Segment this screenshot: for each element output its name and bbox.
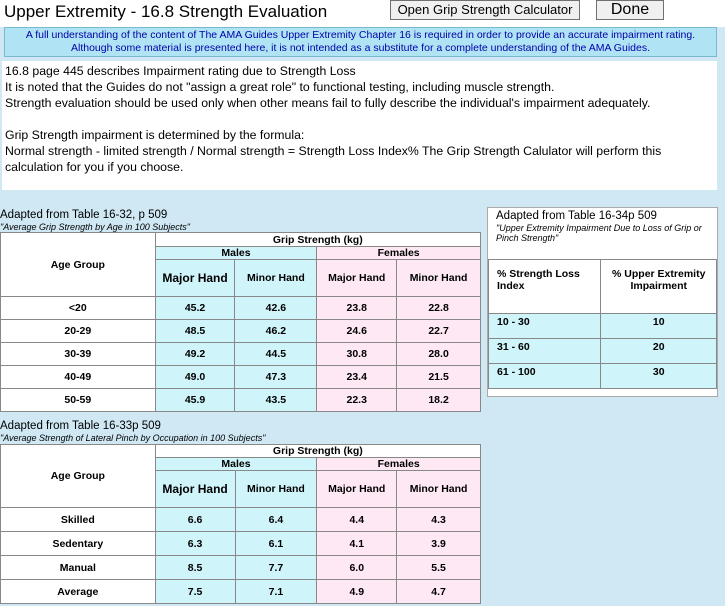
table-row (489, 364, 717, 389)
table-cell: 6.3 (155, 532, 235, 556)
table3-impairment: 20 (601, 339, 717, 364)
table-row (1, 343, 481, 366)
description-text (2, 61, 717, 190)
table2-females-header: Females (317, 458, 481, 471)
table-cell: 7.1 (235, 580, 317, 604)
table-cell: 24.6 (317, 320, 397, 343)
table3-impairment: 30 (601, 364, 717, 389)
table-cell: 22.7 (397, 320, 481, 343)
table-cell: 4.7 (397, 580, 481, 604)
disclaimer-notice (4, 27, 717, 57)
table1-super-header: Grip Strength (kg) (155, 233, 480, 247)
table-cell: 6.4 (235, 508, 317, 532)
table-cell: 21.5 (397, 366, 481, 389)
table-cell: 6.0 (317, 556, 397, 580)
table-cell: 23.4 (317, 366, 397, 389)
desc-line-4: Grip Strength impairment is determined by the formula: (5, 128, 305, 142)
table-cell: 5.5 (397, 556, 481, 580)
table-cell: 22.8 (397, 297, 481, 320)
table2-row-header: Age Group (1, 445, 156, 508)
table3-range: 31 - 60 (489, 339, 601, 364)
strength-loss-impairment-panel (487, 207, 718, 397)
desc-line-3: Strength evaluation should be used only when other means fail to fully describe the individual's impairment adequately. (5, 96, 651, 110)
table-row (1, 580, 481, 604)
table-cell: 4.3 (397, 508, 481, 532)
table3-caption: Adapted from Table 16-34p 509 (496, 210, 657, 222)
table-row (1, 556, 481, 580)
table-cell: 30.8 (317, 343, 397, 366)
table-cell: 28.0 (397, 343, 481, 366)
table1-row-label: 40-49 (1, 366, 156, 389)
table1-subtitle: "Average Grip Strength by Age in 100 Subjects" (0, 222, 191, 232)
table-cell: 45.2 (155, 297, 235, 320)
done-button[interactable]: Done (596, 0, 664, 20)
table2-col-header: Minor Hand (235, 471, 317, 508)
table2-caption: Adapted from Table 16-33p 509 (0, 420, 161, 432)
table-row (1, 532, 481, 556)
table1-col-header: Major Hand (317, 260, 397, 297)
table-cell: 7.5 (155, 580, 235, 604)
table-cell: 18.2 (397, 389, 481, 412)
table-cell: 48.5 (155, 320, 235, 343)
desc-line-5: Normal strength - limited strength / Normal strength = Strength Loss Index% The Grip Strength Calulator will perform this calculation for you if you choose. (5, 144, 662, 174)
table1-row-label: 20-29 (1, 320, 156, 343)
lateral-pinch-by-occupation-table (0, 444, 481, 604)
disclaimer-line-1: A full understanding of the content of The AMA Guides Upper Extremity Chapter 16 is required in order to provide an accurate impairment rating. (25, 29, 696, 41)
table-row (1, 297, 481, 320)
table-cell: 46.2 (235, 320, 317, 343)
table3-range: 61 - 100 (489, 364, 601, 389)
table3-subtitle: "Upper Extremity Impairment Due to Loss of Grip or Pinch Strength" (496, 223, 702, 243)
table1-row-label: 50-59 (1, 389, 156, 412)
table2-super-header: Grip Strength (kg) (155, 445, 480, 458)
table-cell: 23.8 (317, 297, 397, 320)
desc-line-1: 16.8 page 445 describes Impairment rating due to Strength Loss (5, 64, 356, 78)
table-row (1, 508, 481, 532)
table1-row-header: Age Group (1, 233, 156, 297)
table2-col-header: Major Hand (155, 471, 235, 508)
table-row (1, 366, 481, 389)
table-cell: 6.1 (235, 532, 317, 556)
table1-caption: Adapted from Table 16-32, p 509 (0, 209, 168, 221)
table-cell: 4.4 (317, 508, 397, 532)
table-cell: 22.3 (317, 389, 397, 412)
table3-range: 10 - 30 (489, 314, 601, 339)
table-row (489, 314, 717, 339)
table1-col-header: Minor Hand (397, 260, 481, 297)
table2-col-header: Minor Hand (397, 471, 481, 508)
disclaimer-line-2: Although some material is presented here, it is not intended as a substitute for a complete understanding of the AMA Guides. (70, 42, 650, 54)
table-cell: 43.5 (235, 389, 317, 412)
table2-row-label: Manual (1, 556, 156, 580)
header-bar (0, 0, 725, 27)
table2-males-header: Males (155, 458, 317, 471)
table1-row-label: <20 (1, 297, 156, 320)
table2-subtitle: "Average Strength of Lateral Pinch by Occupation in 100 Subjects" (0, 433, 266, 443)
table2-row-label: Skilled (1, 508, 156, 532)
page-title: Upper Extremity - 16.8 Strength Evaluation (4, 2, 328, 21)
table-cell: 8.5 (155, 556, 235, 580)
table2-row-label: Average (1, 580, 156, 604)
table-row (1, 320, 481, 343)
strength-loss-impairment-table (488, 259, 717, 389)
table-cell: 4.9 (317, 580, 397, 604)
table-row (1, 389, 481, 412)
table1-females-header: Females (317, 247, 481, 260)
desc-line-2: It is noted that the Guides do not "assign a great role" to functional testing, including muscle strength. (5, 80, 555, 94)
table-cell: 6.6 (155, 508, 235, 532)
desc-spacer (5, 111, 714, 127)
table-cell: 4.1 (317, 532, 397, 556)
table1-col-header: Minor Hand (235, 260, 317, 297)
table3-col2-header: % Upper Extremity Impairment (601, 260, 717, 314)
table-cell: 42.6 (235, 297, 317, 320)
table2-col-header: Major Hand (317, 471, 397, 508)
table1-row-label: 30-39 (1, 343, 156, 366)
table-row (489, 339, 717, 364)
open-grip-calculator-button[interactable]: Open Grip Strength Calculator (390, 0, 580, 20)
table1-col-header: Major Hand (155, 260, 235, 297)
table-cell: 49.2 (155, 343, 235, 366)
table-cell: 47.3 (235, 366, 317, 389)
grip-strength-by-age-table (0, 232, 481, 412)
table-cell: 44.5 (235, 343, 317, 366)
table2-row-label: Sedentary (1, 532, 156, 556)
table3-col1-header: % Strength Loss Index (489, 260, 601, 314)
table-cell: 7.7 (235, 556, 317, 580)
table-cell: 45.9 (155, 389, 235, 412)
table3-impairment: 10 (601, 314, 717, 339)
table1-males-header: Males (155, 247, 317, 260)
table-cell: 3.9 (397, 532, 481, 556)
table-cell: 49.0 (155, 366, 235, 389)
